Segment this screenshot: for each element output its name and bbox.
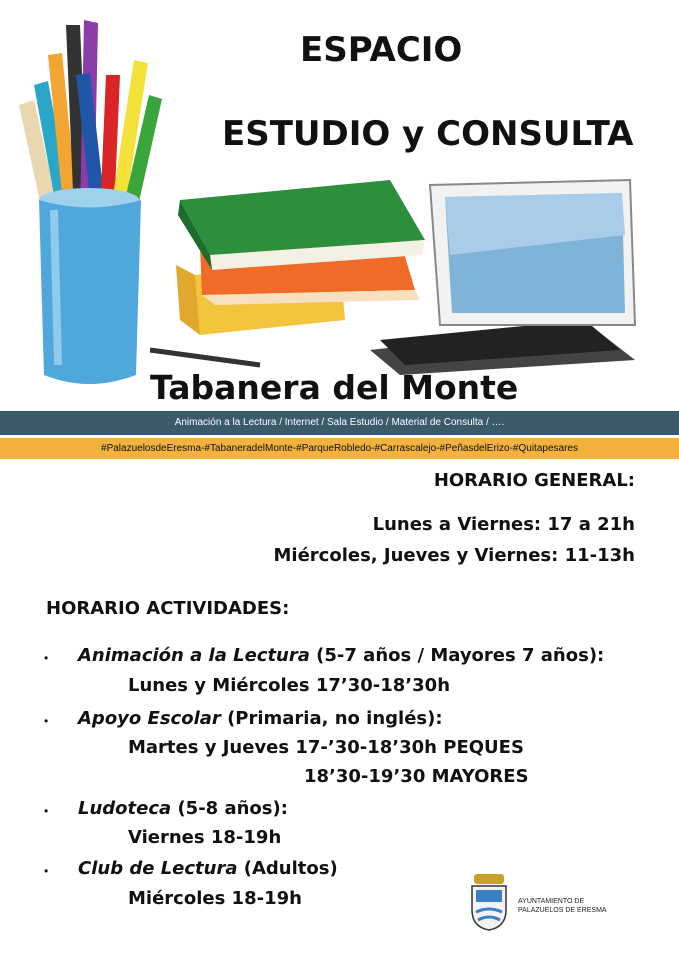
activity-schedule: Viernes 18-19h [128, 827, 282, 848]
activity-schedule: Martes y Jueves 17-’30-18’30h PEQUES [128, 737, 524, 758]
activity-schedule: 18’30-19’30 MAYORES [304, 766, 529, 787]
venue-name: Tabanera del Monte [150, 368, 519, 407]
bullet-icon: • [44, 714, 49, 728]
hashtags-banner: #PalazuelosdeEresma-#TabaneradelMonte-#ParqueRobledo-#Carrascalejo-#PeñasdelErizo-#Quitapesares [0, 438, 679, 459]
seal-caption: AYUNTAMIENTO DE PALAZUELOS DE ERESMA [518, 898, 607, 914]
title-line2: ESTUDIO y CONSULTA [222, 114, 634, 154]
general-heading: HORARIO GENERAL: [433, 470, 635, 491]
activity-schedule: Miércoles 18-19h [128, 888, 302, 909]
bullet-icon: • [44, 651, 49, 665]
activity-title: Animación a la Lectura (5-7 años / Mayores 7 años): [78, 645, 605, 666]
general-line2: Miércoles, Jueves y Viernes: 11-13h [273, 545, 635, 566]
activity-title: Apoyo Escolar (Primaria, no inglés): [78, 708, 443, 729]
general-line1: Lunes a Viernes: 17 a 21h [372, 514, 635, 535]
activity-title: Ludoteca (5-8 años): [78, 798, 288, 819]
bullet-icon: • [44, 804, 49, 818]
tablet-keyboard-illustration [360, 175, 645, 375]
services-banner: Animación a la Lectura / Internet / Sala Estudio / Material de Consulta / …. [0, 411, 679, 435]
activities-heading: HORARIO ACTIVIDADES: [46, 598, 290, 619]
title-line1: ESPACIO [300, 30, 463, 70]
municipal-seal-icon [468, 872, 510, 932]
bullet-icon: • [44, 864, 49, 878]
activity-schedule: Lunes y Miércoles 17’30-18’30h [128, 675, 451, 696]
activity-title: Club de Lectura (Adultos) [78, 858, 338, 879]
